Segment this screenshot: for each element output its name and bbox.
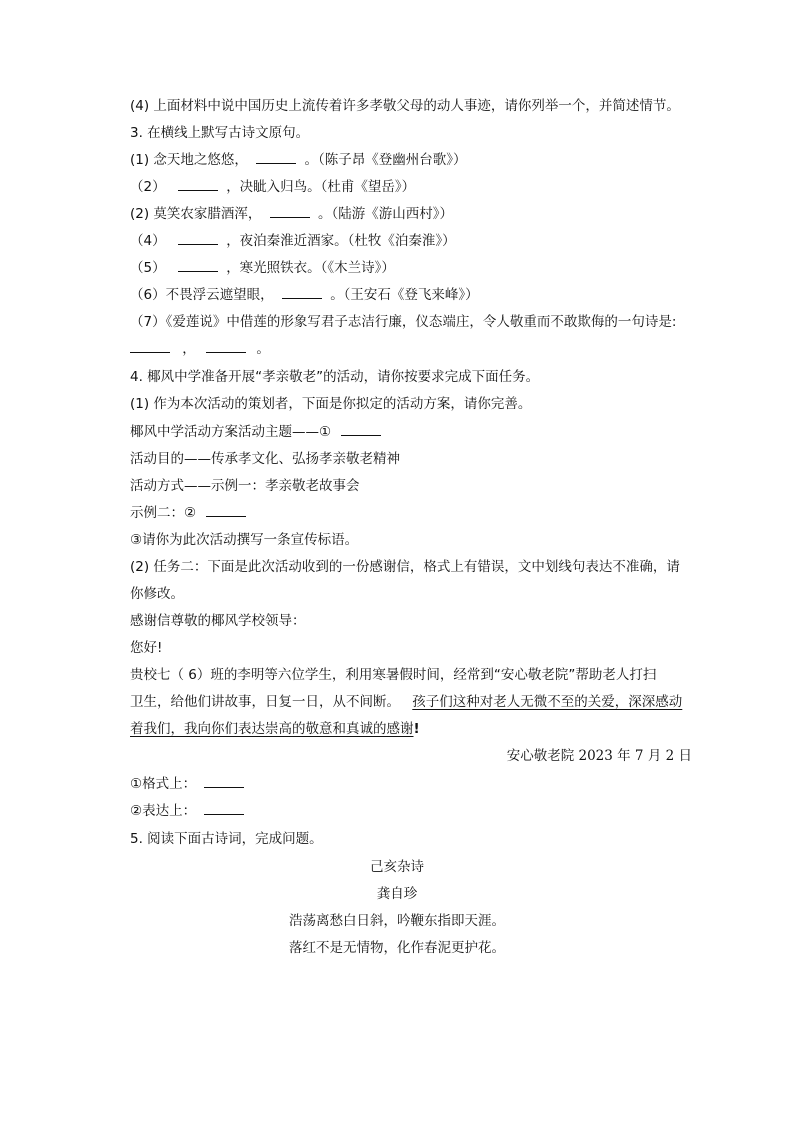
exclamation: ! xyxy=(413,721,420,737)
underlined-sentence: 孩子们这种对老人无微不至的关爱，深深感动 xyxy=(412,694,683,710)
question-4-heading: 4. 椰风中学准备开展“孝亲敬老”的活动，请你按要求完成下面任务。 xyxy=(130,369,540,385)
underlined-sentence: 着我们，我向你们表达崇高的敬意和真诚的感谢 xyxy=(130,721,414,737)
letter-body-3 xyxy=(130,720,692,738)
slogan-prompt: ③请你为此次活动撰写一条宣传标语。 xyxy=(130,532,359,548)
answer-blank[interactable] xyxy=(178,178,218,191)
dictation-item-6 xyxy=(130,286,692,304)
task-2-prompt-cont: 你修改。 xyxy=(130,586,184,602)
format-answer xyxy=(130,775,692,793)
dictation-text: (1) 念天地之悠悠， xyxy=(130,152,248,168)
letter-body-1: 贵校七（ 6）班的李明等六位学生，利用寒暑假时间，经常到“安心敬老院”帮助老人打扫 xyxy=(130,667,657,683)
question-3-4-prompt: (4) 上面材料中说中国历史上流传着许多孝敬父母的动人事迹，请你列举一个，并简述情节。 xyxy=(130,98,680,114)
activity-method: 活动方式——示例一：孝亲敬老故事会 xyxy=(130,478,360,494)
poem-line-2: 落红不是无情物，化作春泥更护花。 xyxy=(289,940,505,956)
letter-text: 卫生，给他们讲故事，日复一日，从不间断。 xyxy=(130,694,400,710)
period: 。 xyxy=(256,341,270,357)
activity-theme xyxy=(130,423,692,441)
expression-label: ②表达上： xyxy=(130,803,197,819)
answer-blank[interactable] xyxy=(130,340,170,353)
letter-salutation: 感谢信尊敬的椰风学校领导： xyxy=(130,613,306,629)
dictation-item-1 xyxy=(130,151,692,169)
separator: ， xyxy=(182,341,196,357)
answer-blank[interactable] xyxy=(206,340,246,353)
dictation-item-4 xyxy=(130,232,692,250)
activity-theme-label: 椰风中学活动方案活动主题——① xyxy=(130,424,332,440)
answer-blank[interactable] xyxy=(204,775,244,788)
answer-blank[interactable] xyxy=(341,423,381,436)
task-2-prompt: (2) 任务二：下面是此次活动收到的一份感谢信，格式上有错误，文中划线句表达不准确，请 xyxy=(130,559,680,575)
question-5-heading: 5. 阅读下面古诗词，完成问题。 xyxy=(130,831,323,847)
dictation-text: （6）不畏浮云遮望眼， xyxy=(130,287,274,303)
dictation-text: ，夜泊秦淮近酒家。（杜牧《泊秦淮》） xyxy=(226,233,456,249)
letter-greeting: 您好! xyxy=(130,640,163,656)
dictation-text: ，寒光照铁衣。（《木兰诗》） xyxy=(226,260,395,276)
dictation-item-2 xyxy=(130,178,692,196)
dictation-text: (2) 莫笑农家腊酒浑， xyxy=(130,206,262,222)
poem-title: 己亥杂诗 xyxy=(370,859,424,875)
dictation-text: ，决眦入归鸟。（杜甫《望岳》） xyxy=(226,179,416,195)
format-label: ①格式上： xyxy=(130,776,197,792)
dictation-source: 。（陈子昂《登幽州台歌》） xyxy=(304,152,467,168)
expression-answer xyxy=(130,802,692,820)
activity-example-2 xyxy=(130,504,692,522)
answer-blank[interactable] xyxy=(256,151,296,164)
answer-blank[interactable] xyxy=(270,205,310,218)
answer-blank[interactable] xyxy=(204,802,244,815)
item-number: （2） xyxy=(130,179,166,195)
answer-blank[interactable] xyxy=(206,504,246,517)
dictation-item-7-answer xyxy=(130,340,692,358)
letter-body-2 xyxy=(130,693,692,711)
letter-signature: 安心敬老院 2023 年 7 月 2 日 xyxy=(506,748,692,764)
answer-blank[interactable] xyxy=(282,286,322,299)
answer-blank[interactable] xyxy=(178,232,218,245)
question-3-heading: 3. 在横线上默写古诗文原句。 xyxy=(130,125,310,141)
activity-purpose: 活动目的——传承孝文化、弘扬孝亲敬老精神 xyxy=(130,451,400,467)
task-1-prompt: (1) 作为本次活动的策划者，下面是你拟定的活动方案，请你完善。 xyxy=(130,396,532,412)
answer-blank[interactable] xyxy=(178,259,218,272)
dictation-source: 。（王安石《登飞来峰》） xyxy=(330,287,479,303)
dictation-source: 。（陆游《游山西村》） xyxy=(318,206,454,222)
dictation-item-7: （7）《爱莲说》中借莲的形象写君子志洁行廉，仪态端庄，令人敬重而不敢欺侮的一句诗是: xyxy=(130,314,677,330)
example-2-label: 示例二：② xyxy=(130,505,197,521)
item-number: （5） xyxy=(130,260,166,276)
poem-line-1: 浩荡离愁白日斜，吟鞭东指即天涯。 xyxy=(289,913,505,929)
poem-author: 龚自珍 xyxy=(376,886,418,902)
dictation-item-3 xyxy=(130,205,692,223)
dictation-item-5 xyxy=(130,259,692,277)
item-number: （4） xyxy=(130,233,166,249)
